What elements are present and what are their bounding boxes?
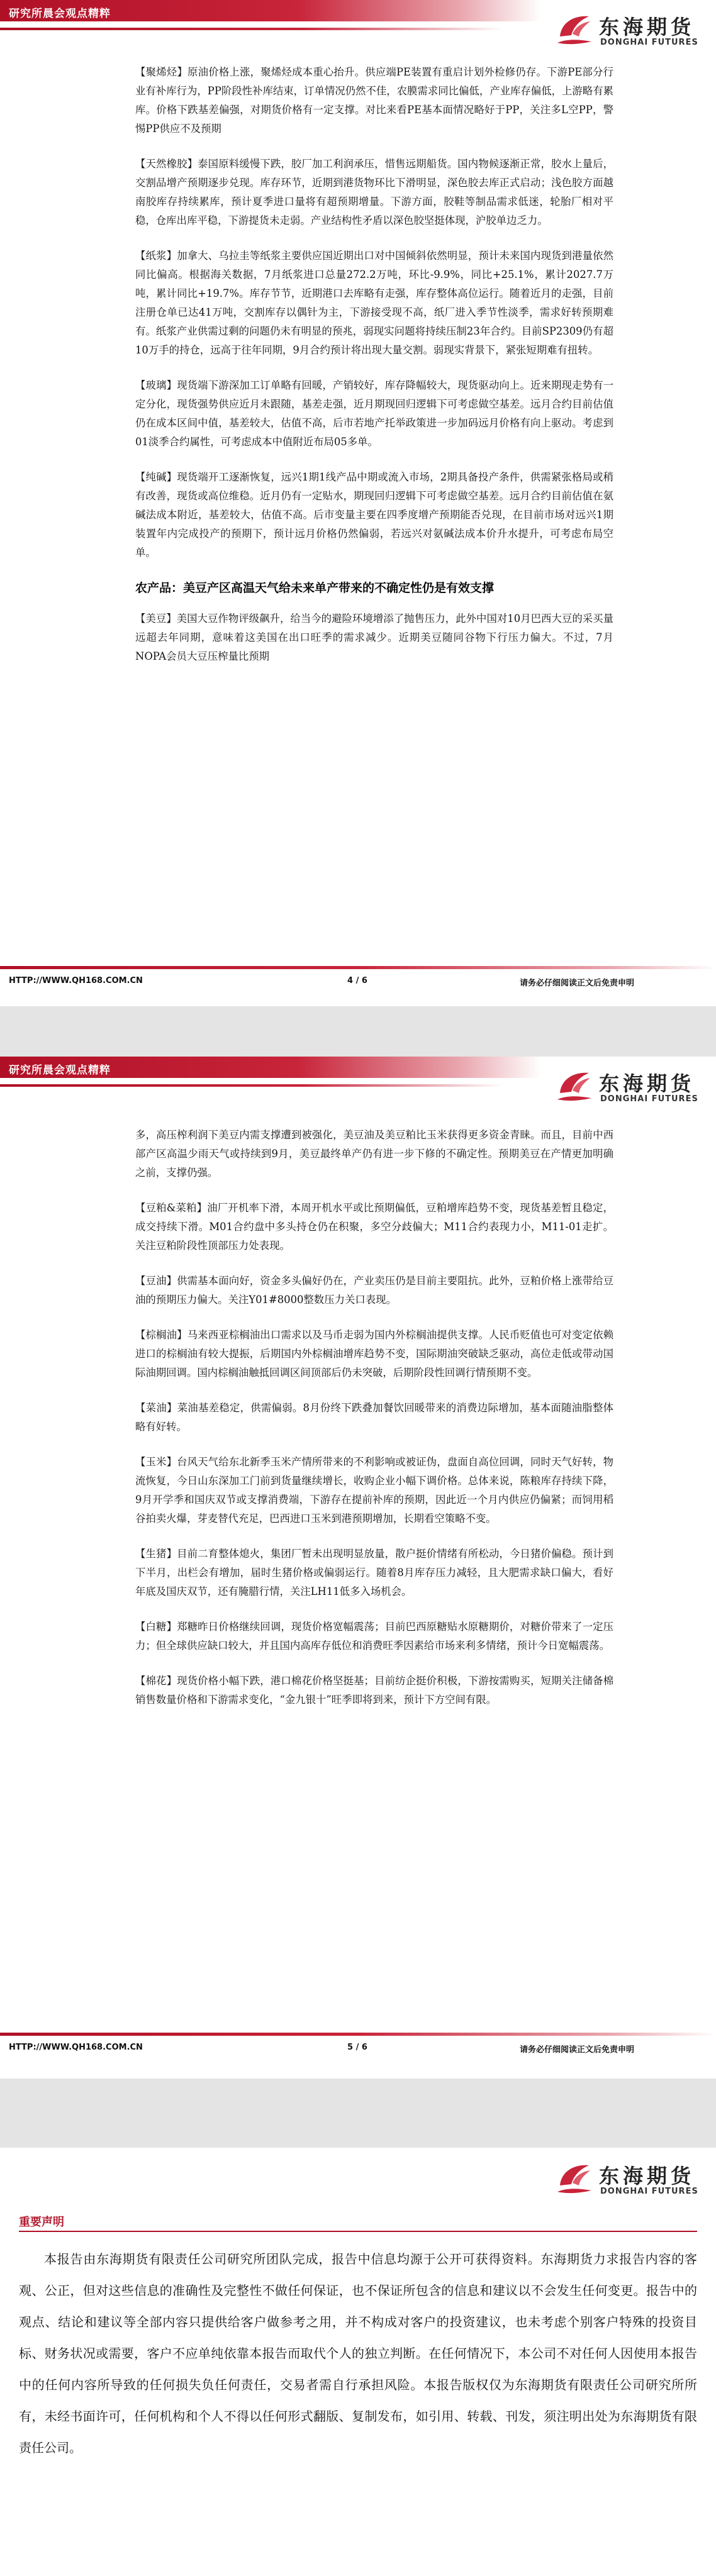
logo-text-en: DONGHAI FUTURES	[600, 2187, 698, 2196]
header-banner	[0, 0, 541, 21]
tag-label: 【纸浆】	[135, 250, 177, 262]
report-page-4	[0, 0, 716, 1006]
page-5-body	[135, 1126, 613, 1726]
paragraph-text: 菜油基差稳定，供需偏弱。8月份终下跌叠加餐饮回暖带来的消费边际增加，基本面随油脂整体略有好转。	[135, 1402, 614, 1433]
donghai-logo	[555, 1064, 701, 1108]
donghai-logo	[555, 2157, 701, 2201]
header-title: 研究所晨会观点精粹	[9, 1064, 111, 1077]
paragraph-rubber	[135, 155, 613, 230]
paragraph-cotton	[135, 1672, 613, 1709]
paragraph-meal	[135, 1199, 613, 1255]
paragraph-palm-oil	[135, 1326, 613, 1382]
paragraph-text: 供需基本面向好，资金多头偏好仍在，产业卖压仍是目前主要阻抗。此外，豆粕价格上涨带给豆油的预期压力偏大。关注Y01#8000整数压力关口表现。	[135, 1275, 614, 1306]
donghai-logo-icon	[555, 1068, 594, 1104]
tag-label: 【玉米】	[135, 1456, 177, 1468]
tag-label: 【豆粕&菜粕】	[135, 1202, 208, 1214]
report-page-6	[0, 2148, 716, 2576]
page-number: 5 / 6	[347, 2043, 367, 2052]
paragraph-text: 泰国原料缓慢下跌，胶厂加工利润承压，惜售远期船货。国内物候逐渐正常，胶水上量后，交割品增产预期逐步兑现。库存环节，近期到港货物环比下滑明显，深色胶去库正式启动；浅色胶方面越南胶库存持续累库，预计夏季进口量将有超预期增量。下游方面，胶鞋等制品需求低迷，轮胎厂相对平稳，仓库出库平稳，下游提货未走弱。产业结构性矛盾以深色胶坚挺体现，沪胶单边乏力。	[135, 158, 614, 226]
page-header	[0, 0, 716, 54]
paragraph-sugar	[135, 1618, 613, 1655]
header-rule	[0, 28, 503, 30]
donghai-logo-icon	[555, 11, 594, 48]
tag-label: 【美豆】	[135, 613, 177, 625]
paragraph-rapeseed-oil	[135, 1399, 613, 1436]
paragraph-text: 原油价格上涨，聚烯烃成本重心抬升。供应端PE装置有重启计划外检修仍存。下游PE部分行业有补库行为，PP阶段性补库结束，订单情况仍然不佳，农膜需求同比偏低，产业库存偏低，上游略有累库。价格下跌基差偏强，对期货价格有一定支撑。对比来看PE基本面情况略好于PP，关注多L空PP，警惕PP供应不及预期	[135, 66, 614, 135]
report-page-5	[0, 1057, 716, 2079]
tag-label: 【天然橡胶】	[135, 158, 198, 170]
tag-label: 【玻璃】	[135, 379, 177, 391]
paragraph-soy-oil	[135, 1272, 613, 1309]
page-gap	[0, 1006, 716, 1057]
tag-label: 【生猪】	[135, 1548, 177, 1560]
footer-url-link[interactable]: HTTP://WWW.QH168.COM.CN	[9, 2043, 143, 2052]
disclaimer-title: 重要声明	[19, 2216, 64, 2229]
paragraph-text: 现货端开工逐渐恢复，远兴1期1线产品中期或流入市场，2期具备投产条件，供需紧张格局或稍有改善，现货或高位维稳。近月仍有一定贴水，期现回归逻辑下可考虑做空基差。远月合约目前估值在氨碱法成本附近，基差较大，估值不高。后市变量主要在四季度增产预期能否兑现，在目前市场对远兴1期装置年内完成投产的预期下，预计远月价格仍然偏弱，若远兴对氨碱法成本价升水提升，可考虑布局空单。	[135, 471, 613, 558]
page-header	[0, 1057, 716, 1111]
logo-text-cn: 东海期货	[599, 15, 695, 39]
paragraph-hog	[135, 1545, 613, 1601]
footer-disclaimer-note: 请务必仔细阅读正文后免责申明	[519, 2045, 634, 2055]
paragraph-polyolefin	[135, 63, 613, 138]
footer-disclaimer-note: 请务必仔细阅读正文后免责申明	[519, 979, 634, 988]
page-gap	[0, 2079, 716, 2148]
paragraph-pulp	[135, 247, 613, 360]
paragraph-text: 台风天气给东北新季玉米产情所带来的不利影响或被证伪，盘面自高位回调，同时天气好转，物流恢复，今日山东深加工门前到货量继续增长，收购企业小幅下调价格。总体来说，陈粮库存持续下降，9月开学季和国庆双节或支撑消费端，下游存在提前补库的预期，因此近一个月内供应仍偏紧；而饲用稻谷拍卖火爆，芽麦替代充足，巴西进口玉米到港预期增加，长期看空策略不变。	[135, 1456, 614, 1524]
paragraph-soda-ash	[135, 468, 613, 562]
paragraph-us-soybean-cont	[135, 1126, 613, 1182]
page-number: 4 / 6	[347, 976, 367, 985]
paragraph-text: 现货价格小幅下跌，港口棉花价格坚挺基；目前纺企挺价积极，下游按需购买，短期关注储备棉销售数量价格和下游需求变化，“金九银十”旺季即将到来，预计下方空间有限。	[135, 1675, 614, 1706]
logo-text-en: DONGHAI FUTURES	[600, 38, 698, 47]
paragraph-corn	[135, 1453, 613, 1528]
paragraph-text: 油厂开机率下滑，本周开机水平或比预期偏低，豆粕增库趋势不变，现货基差暂且稳定，成交持续下滑。M01合约盘中多头持仓仍在积聚，多空分歧偏大；M11合约表现力小，M11-01走扩。关注豆粕阶段性顶部压力处表现。	[135, 1202, 613, 1252]
disclaimer-body: 本报告由东海期货有限责任公司研究所团队完成，报告中信息均源于公开可获得资料。东海期货力求报告内容的客观、公正，但对这些信息的准确性及完整性不做任何保证，也不保证所包含的信息和建议以不会发生任何变更。报告中的观点、结论和建议等全部内容只提供给客户做参考之用，并不构成对客户的投资建议，也未考虑个别客户特殊的投资目标、财务状况或需要，客户不应单纯依靠本报告而取代个人的独立判断。在任何情况下，本公司不对任何人因使用本报告中的任何内容所导致的任何损失负任何责任，交易者需自行承担风险。本报告版权仅为东海期货有限责任公司研究所所有，未经书面许可，任何机构和个人不得以任何形式翻版、复制发布，如引用、转载、刊发，须注明出处为东海期货有限责任公司。	[19, 2251, 697, 2455]
donghai-logo	[555, 8, 701, 52]
paragraph-text: 美国大豆作物评级飙升，给当今的避险环境增添了抛售压力，此外中国对10月巴西大豆的采买量远超去年同期，意味着这美国在出口旺季的需求减少。近期美豆随同谷物下行压力偏大。不过，7月NOPA会员大豆压榨量比预期	[135, 613, 613, 662]
paragraph-text: 目前二育整体熄火，集团厂暂未出现明显放量，散户挺价情绪有所松动，今日猪价偏稳。预计到下半月，出栏会有增加，届时生猪价格或偏弱运行。随着8月库存压力减轻，且大肥需求缺口偏大，看好年底及国庆双节，还有腌腊行情，关注LH11低多入场机会。	[135, 1548, 614, 1597]
paragraph-text: 加拿大、乌拉圭等纸浆主要供应国近期出口对中国倾斜依然明显，预计未来国内现货到港量依然同比偏高。根据海关数据，7月纸浆进口总量272.2万吨，环比-9.9%，同比+25.1%，累计2027.7万吨，累计同比+19.7%。库存节节，近期港口去库略有走强，库存整体高位运行。随着近月的走强，目前注册仓单已达41万吨，交割库存以偶针为主，下游接受现不高，纸厂进入季节性淡季，需求好转预期难有。纸浆产业供需过剩的问题仍未有明显的预兆，弱现实问题将持续压制23年合约。目前SP2309仍有超10万手的持仓，远高于往年同期，9月合约预计将出现大量交割。弱现实背景下，紧张短期难有扭转。	[135, 250, 614, 356]
header-banner	[0, 1057, 541, 1078]
tag-label: 【菜油】	[135, 1402, 177, 1414]
paragraph-text: 现货端下游深加工订单略有回暖，产销较好，库存降幅较大，现货驱动向上。近来期现走势有一定分化，现货强势供应近月未跟随，基差走强，近月期现回归逻辑下可考虑做空基差。远月合约目前估值仍在成本区间中值，基差较大，估值不高，后市若地产托举政策进一步加码远月价格有向上驱动。考虑到01淡季合约属性，可考虑成本中值附近布局05多单。	[135, 379, 614, 448]
tag-label: 【豆油】	[135, 1275, 177, 1287]
donghai-logo-icon	[555, 2160, 594, 2197]
tag-label: 【棕榈油】	[135, 1329, 187, 1341]
page-4-body	[135, 63, 613, 682]
tag-label: 【棉花】	[135, 1675, 177, 1687]
logo-text-cn: 东海期货	[599, 2164, 695, 2188]
paragraph-text: 多，高压榨利润下美豆内需支撑遭到被强化，美豆油及美豆粕比玉米获得更多资金青睐。而且，目前中西部产区高温少雨天气或持续到9月，美豆最终单产仍有进一步下修的不确定性。预期美豆在产情更加明确之前，支撑仍强。	[135, 1129, 613, 1179]
footer-rule	[0, 966, 716, 969]
tag-label: 【聚烯烃】	[135, 66, 188, 78]
header-rule	[0, 1084, 503, 1087]
footer-rule	[0, 2033, 716, 2036]
section-heading-agri: 农产品：美豆产区高温天气给未来单产带来的不确定性仍是有效支撑	[135, 581, 495, 595]
tag-label: 【白糖】	[135, 1621, 177, 1633]
header-title: 研究所晨会观点精粹	[9, 8, 111, 20]
disclaimer-rule	[19, 2231, 697, 2232]
tag-label: 【纯碱】	[135, 471, 177, 483]
paragraph-text: 郑糖昨日价格继续回调，现货价格宽幅震荡；目前巴西原糖贴水原糖期价，对糖价带来了一定压力；但全球供应缺口较大，并且国内高库存低位和消费旺季因素给市场来利多情绪，预计今日宽幅震荡。	[135, 1621, 614, 1652]
paragraph-us-soybean	[135, 609, 613, 666]
paragraph-glass	[135, 376, 613, 452]
logo-text-en: DONGHAI FUTURES	[600, 1094, 698, 1104]
paragraph-text: 马来西亚棕榈油出口需求以及马币走弱为国内外棕榈油提供支撑。人民币贬值也可对变定依赖进口的棕榈油有较大提振，后期国内外棕榈油增库趋势不变，国际期油突破缺乏驱动，高位走低或带动国际油期回调。国内棕榈油触抵回调区间顶部后仍未突破，后期阶段性回调行情预期不变。	[135, 1329, 613, 1379]
logo-text-cn: 东海期货	[599, 1072, 695, 1096]
footer-url-link[interactable]: HTTP://WWW.QH168.COM.CN	[9, 976, 143, 985]
